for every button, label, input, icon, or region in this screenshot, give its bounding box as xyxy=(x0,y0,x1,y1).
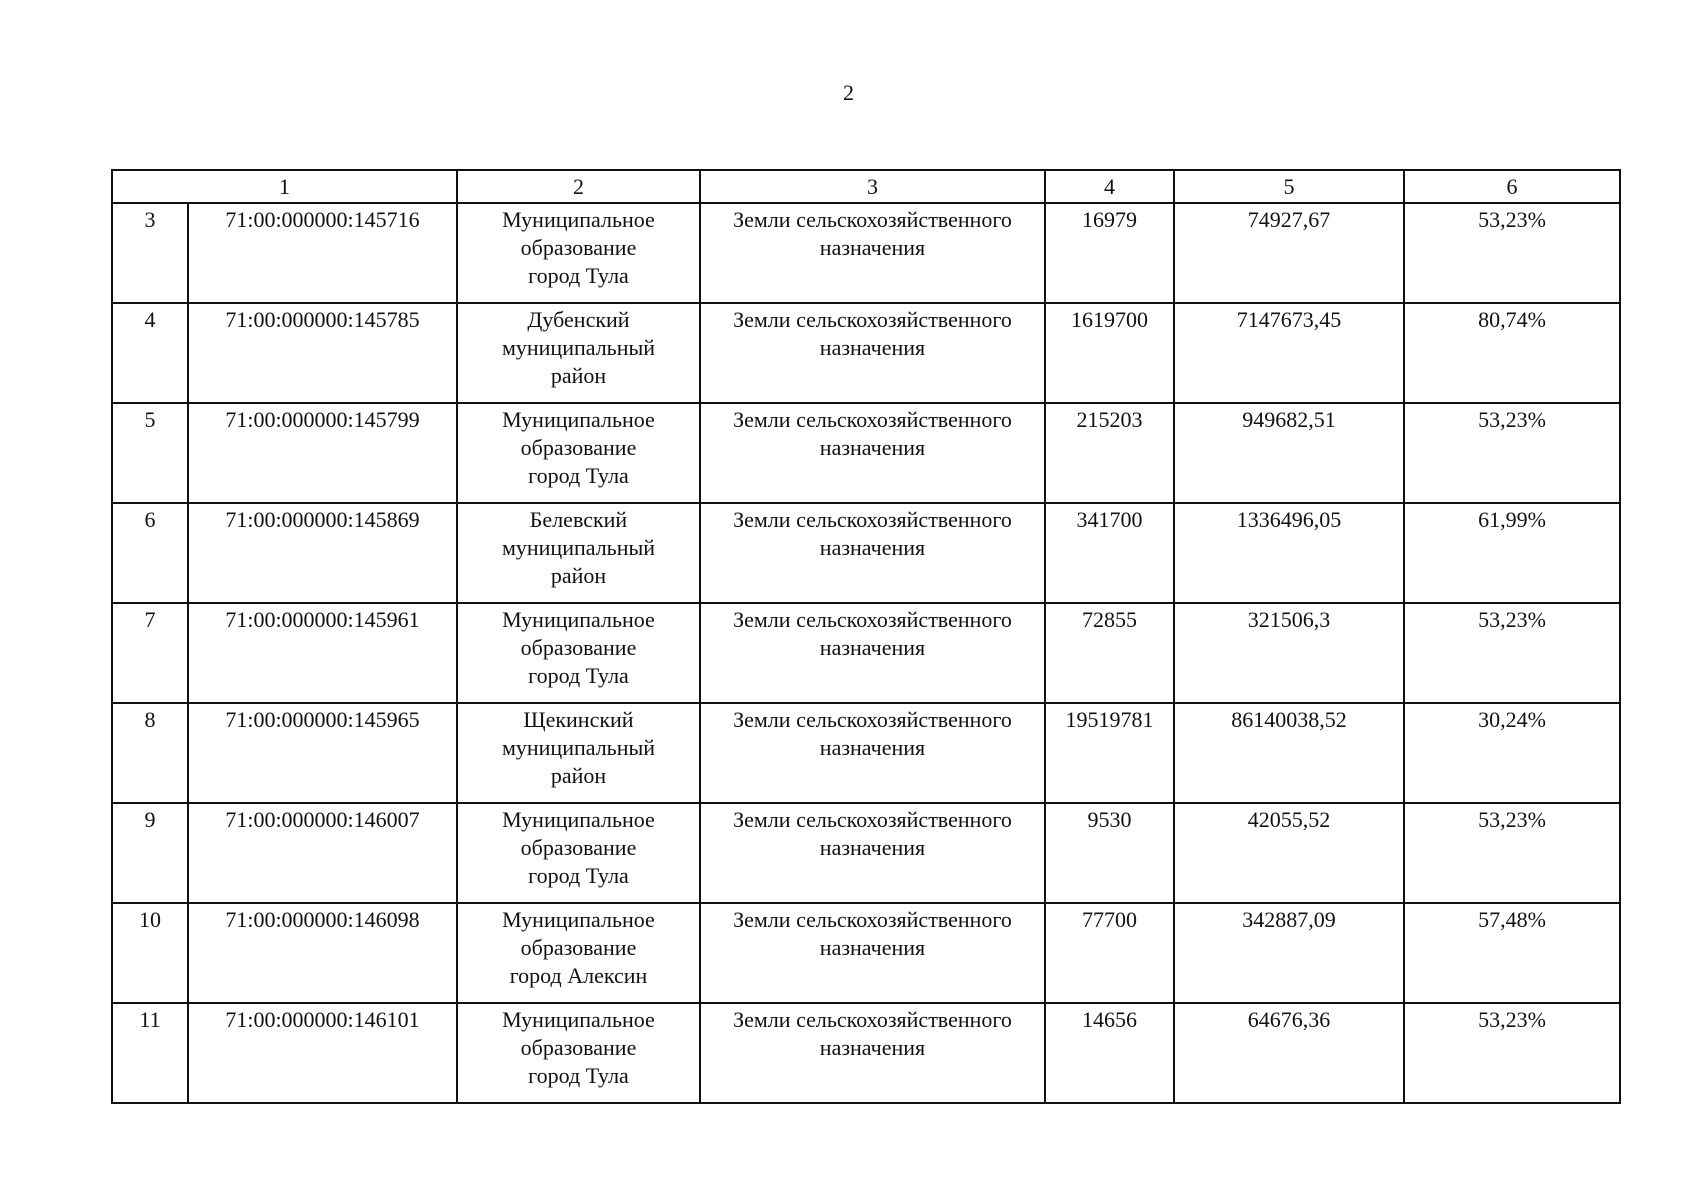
municipality-cell xyxy=(457,703,700,803)
row-number-cell: 3 xyxy=(112,203,188,303)
land-category-cell xyxy=(700,503,1045,603)
municipality-cell-line: Белевский xyxy=(529,507,628,532)
cadastral-number-cell: 71:00:000000:145961 xyxy=(188,603,457,703)
area-cell: 1619700 xyxy=(1045,303,1174,403)
area-cell: 14656 xyxy=(1045,1003,1174,1103)
area-cell: 77700 xyxy=(1045,903,1174,1003)
table-row xyxy=(112,303,1620,403)
municipality-cell-line: Муниципальное xyxy=(502,607,655,632)
land-category-cell-line: Земли сельскохозяйственного xyxy=(733,407,1012,432)
municipality-cell xyxy=(457,603,700,703)
row-number-cell: 5 xyxy=(112,403,188,503)
column-header-3: 3 xyxy=(700,170,1045,203)
cadastral-number-cell: 71:00:000000:145965 xyxy=(188,703,457,803)
area-cell: 16979 xyxy=(1045,203,1174,303)
table-body xyxy=(112,170,1620,1103)
cadastral-number-cell: 71:00:000000:146007 xyxy=(188,803,457,903)
percent-cell: 53,23% xyxy=(1404,403,1620,503)
land-category-cell-line: назначения xyxy=(819,635,926,660)
column-header-6: 6 xyxy=(1404,170,1620,203)
column-header-4: 4 xyxy=(1045,170,1174,203)
area-cell: 341700 xyxy=(1045,503,1174,603)
land-category-cell xyxy=(700,303,1045,403)
municipality-cell xyxy=(457,203,700,303)
land-parcels-table xyxy=(111,169,1621,1104)
municipality-cell-line: Муниципальное xyxy=(502,1007,655,1032)
row-number-cell: 8 xyxy=(112,703,188,803)
row-number-cell: 4 xyxy=(112,303,188,403)
municipality-cell-line: Муниципальное xyxy=(502,907,655,932)
percent-cell: 53,23% xyxy=(1404,603,1620,703)
municipality-cell xyxy=(457,503,700,603)
table-row xyxy=(112,903,1620,1003)
municipality-cell-line: город Тула xyxy=(528,263,629,288)
municipality-cell-line: город Тула xyxy=(528,1063,629,1088)
land-category-cell-line: назначения xyxy=(819,335,926,360)
municipality-cell xyxy=(457,803,700,903)
land-category-cell-line: Земли сельскохозяйственного xyxy=(733,907,1012,932)
row-number-cell: 10 xyxy=(112,903,188,1003)
municipality-cell-line: образование xyxy=(520,635,637,660)
table-row xyxy=(112,1003,1620,1103)
municipality-cell-line: муниципальный xyxy=(501,735,656,760)
cadastral-number-cell: 71:00:000000:146098 xyxy=(188,903,457,1003)
percent-cell: 53,23% xyxy=(1404,1003,1620,1103)
land-category-cell xyxy=(700,903,1045,1003)
table-row xyxy=(112,403,1620,503)
land-category-cell-line: Земли сельскохозяйственного xyxy=(733,607,1012,632)
area-cell: 215203 xyxy=(1045,403,1174,503)
cadastral-value-cell: 86140038,52 xyxy=(1174,703,1404,803)
page-number: 2 xyxy=(843,80,854,105)
cadastral-value-cell: 7147673,45 xyxy=(1174,303,1404,403)
cadastral-value-cell: 74927,67 xyxy=(1174,203,1404,303)
municipality-cell xyxy=(457,903,700,1003)
cadastral-value-cell: 321506,3 xyxy=(1174,603,1404,703)
percent-cell: 53,23% xyxy=(1404,203,1620,303)
percent-cell: 30,24% xyxy=(1404,703,1620,803)
area-cell: 9530 xyxy=(1045,803,1174,903)
cadastral-number-cell: 71:00:000000:145716 xyxy=(188,203,457,303)
percent-cell: 61,99% xyxy=(1404,503,1620,603)
municipality-cell-line: Муниципальное xyxy=(502,407,655,432)
cadastral-value-cell: 949682,51 xyxy=(1174,403,1404,503)
land-category-cell-line: назначения xyxy=(819,535,926,560)
municipality-cell xyxy=(457,403,700,503)
table-row xyxy=(112,203,1620,303)
municipality-cell-line: район xyxy=(550,763,607,788)
row-number-cell: 11 xyxy=(112,1003,188,1103)
municipality-cell xyxy=(457,303,700,403)
land-category-cell-line: Земли сельскохозяйственного xyxy=(733,207,1012,232)
area-cell: 19519781 xyxy=(1045,703,1174,803)
municipality-cell xyxy=(457,1003,700,1103)
percent-cell: 57,48% xyxy=(1404,903,1620,1003)
municipality-cell-line: город Тула xyxy=(528,663,629,688)
table-row xyxy=(112,703,1620,803)
municipality-cell-line: Дубенский xyxy=(527,307,630,332)
municipality-cell-line: Щекинский xyxy=(523,707,634,732)
land-category-cell-line: назначения xyxy=(819,735,926,760)
land-category-cell-line: назначения xyxy=(819,935,926,960)
land-category-cell xyxy=(700,403,1045,503)
cadastral-value-cell: 1336496,05 xyxy=(1174,503,1404,603)
municipality-cell-line: образование xyxy=(520,235,637,260)
column-header-5: 5 xyxy=(1174,170,1404,203)
municipality-cell-line: образование xyxy=(520,835,637,860)
cadastral-number-cell: 71:00:000000:145799 xyxy=(188,403,457,503)
land-category-cell-line: Земли сельскохозяйственного xyxy=(733,507,1012,532)
municipality-cell-line: город Алексин xyxy=(509,963,648,988)
land-category-cell-line: назначения xyxy=(819,235,926,260)
column-header-2: 2 xyxy=(457,170,700,203)
column-numbers-row xyxy=(112,170,1620,203)
municipality-cell-line: образование xyxy=(520,1035,637,1060)
row-number-cell: 9 xyxy=(112,803,188,903)
table-row xyxy=(112,503,1620,603)
municipality-cell-line: образование xyxy=(520,435,637,460)
column-header-1: 1 xyxy=(112,170,457,203)
land-category-cell-line: назначения xyxy=(819,1035,926,1060)
percent-cell: 80,74% xyxy=(1404,303,1620,403)
cadastral-number-cell: 71:00:000000:146101 xyxy=(188,1003,457,1103)
cadastral-value-cell: 42055,52 xyxy=(1174,803,1404,903)
table-row xyxy=(112,803,1620,903)
municipality-cell-line: образование xyxy=(520,935,637,960)
row-number-cell: 7 xyxy=(112,603,188,703)
cadastral-value-cell: 342887,09 xyxy=(1174,903,1404,1003)
land-category-cell xyxy=(700,703,1045,803)
table-row xyxy=(112,603,1620,703)
municipality-cell-line: город Тула xyxy=(528,463,629,488)
municipality-cell-line: район xyxy=(550,363,607,388)
land-category-cell-line: назначения xyxy=(819,835,926,860)
land-category-cell-line: Земли сельскохозяйственного xyxy=(733,807,1012,832)
percent-cell: 53,23% xyxy=(1404,803,1620,903)
municipality-cell-line: Муниципальное xyxy=(502,807,655,832)
land-category-cell xyxy=(700,203,1045,303)
land-category-cell xyxy=(700,803,1045,903)
land-category-cell-line: Земли сельскохозяйственного xyxy=(733,307,1012,332)
cadastral-number-cell: 71:00:000000:145785 xyxy=(188,303,457,403)
cadastral-value-cell: 64676,36 xyxy=(1174,1003,1404,1103)
municipality-cell-line: город Тула xyxy=(528,863,629,888)
row-number-cell: 6 xyxy=(112,503,188,603)
municipality-cell-line: муниципальный xyxy=(501,335,656,360)
municipality-cell-line: Муниципальное xyxy=(502,207,655,232)
land-category-cell-line: Земли сельскохозяйственного xyxy=(733,1007,1012,1032)
land-category-cell xyxy=(700,603,1045,703)
municipality-cell-line: район xyxy=(550,563,607,588)
area-cell: 72855 xyxy=(1045,603,1174,703)
municipality-cell-line: муниципальный xyxy=(501,535,656,560)
land-category-cell-line: Земли сельскохозяйственного xyxy=(733,707,1012,732)
land-category-cell-line: назначения xyxy=(819,435,926,460)
land-category-cell xyxy=(700,1003,1045,1103)
cadastral-number-cell: 71:00:000000:145869 xyxy=(188,503,457,603)
